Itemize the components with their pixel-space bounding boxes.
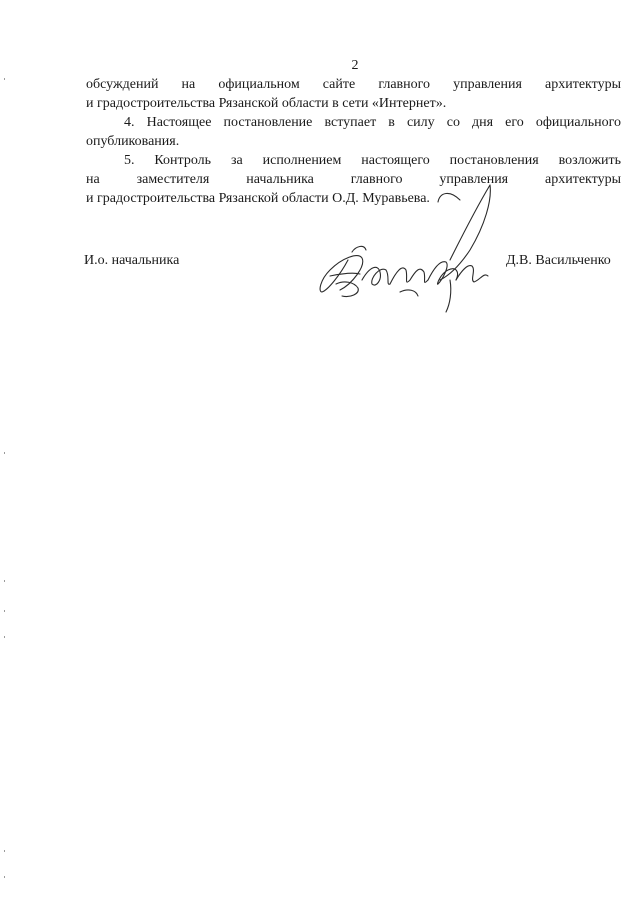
paragraph-5-line-3: и градостроительства Рязанской области О.Д. Муравьева. <box>86 191 430 206</box>
paragraph-4-line-2: опубликования. <box>86 134 180 149</box>
scan-margin-marks <box>0 0 12 905</box>
handwritten-signature <box>300 180 510 320</box>
page-number: 2 <box>351 58 359 73</box>
paragraph-4-line-1: 4. Настоящее постановление вступает в силу со дня его официального <box>124 115 621 130</box>
paragraph-5-line-1: 5. Контроль за исполнением настоящего постановления возложить <box>124 153 621 168</box>
paragraph-3-line-1: обсуждений на официальном сайте главного управления архитектуры <box>86 77 621 92</box>
signatory-title: И.о. начальника <box>84 253 180 268</box>
paragraph-3-line-2: и градостроительства Рязанской области в сети «Интернет». <box>86 96 447 111</box>
paragraph-5-line-2: на заместителя начальника главного управления архитектуры <box>86 172 621 187</box>
signatory-name: Д.В. Васильченко <box>506 253 611 268</box>
